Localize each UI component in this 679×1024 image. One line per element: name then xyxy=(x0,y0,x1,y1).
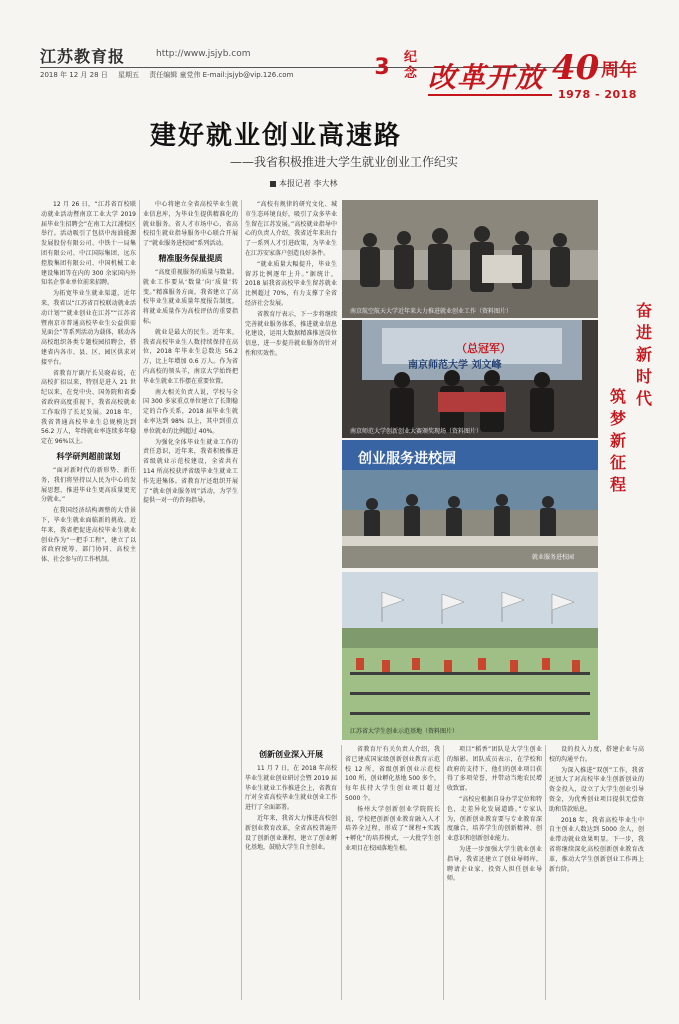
issue-weekday: 星期五 xyxy=(118,71,139,79)
section-head-2: 精准服务保量提质 xyxy=(158,253,223,263)
slogan xyxy=(600,300,660,520)
paper-url[interactable]: http://www.jsjyb.com xyxy=(156,49,251,59)
paragraph: “高校应根据自身办学定位和特色，走差异化发展道路。”专家认为，创新创业教育要与专业教育深度融合，培养学生的创新精神、创业意识和创新创业能力。 xyxy=(447,795,542,843)
section-head-1: 科学研判超前谋划 xyxy=(56,451,121,461)
banner-years: 1978 - 2018 xyxy=(558,88,637,101)
article-column-3-bottom xyxy=(245,745,337,1000)
paragraph: 南大相关负责人说，学校与全国 300 多家重点单位建立了长期稳定的合作关系，2018 届毕业生就业率达到 98% 以上，其中到重点单位就业的比例超过 40%。 xyxy=(143,388,238,435)
photo-award-sign: （总冠军） xyxy=(456,342,511,355)
page-number: 3 xyxy=(374,55,390,80)
photo-officials xyxy=(342,200,598,318)
photo-campus-image xyxy=(342,572,598,740)
byline-square-icon xyxy=(270,181,276,187)
article-column-1 xyxy=(41,200,136,1000)
anniversary-banner xyxy=(398,44,638,108)
paragraph: “面对新时代的新形势、新任务，我们将坚持以人民为中心的发展思想，推进毕业生更高质量更充分就业。” xyxy=(41,466,136,504)
paragraph: 设的投入力度，搭建企业与高校的沟通平台。 xyxy=(549,746,644,763)
banner-zhou: 周年 xyxy=(601,60,637,81)
paragraph: 为进一步加强大学生就业创业指导，我省还建立了创业导师库，聘请企业家、投资人担任创业导师。 xyxy=(447,845,542,883)
paragraph: “就业质量大幅提升，毕业生留苏比例逐年上升。”据统计，2018 届我省高校毕业生留苏就业比例超过 70%，有力支撑了全省经济社会发展。 xyxy=(245,260,337,307)
banner-title: 改革开放 xyxy=(428,61,545,94)
photo-service-banner: 创业服务进校园 xyxy=(358,451,456,467)
article-column-5-bottom xyxy=(447,745,542,1000)
photo-service-caption: 就业服务进校园 xyxy=(532,554,575,561)
column-rule xyxy=(139,200,140,1000)
paragraph: 就业是最大的民生。近年来，我省高校毕业生人数持续保持在高位，2018 年毕业生总数达 56.2 万，比上年增加 0.6 万人。作为省内高校的领头羊，南京大学始终把毕业生就业工作摆在重要位置。 xyxy=(143,328,238,385)
paragraph: 11 月 7 日，在 2018 年高校毕业生就业创业研讨会暨 2019 届毕业生就业工作推进会上，省教育厅对全省高校毕业生就业创业工作进行了全面部署。 xyxy=(245,765,337,812)
photo-campus xyxy=(342,572,598,740)
issue-date: 2018 年 12 月 28 日 xyxy=(40,71,108,79)
column-rule xyxy=(341,745,342,1000)
issue-editor: 责任编辑 童党伟 E-mail:jsjyb@vip.126.com xyxy=(149,71,294,79)
banner-line xyxy=(428,94,552,96)
photo-service xyxy=(342,440,598,568)
paragraph: “高校有规律的研究文化、城市生态环境良好，吸引了众多毕业生留在江苏发展。”高校就业指导中心的负责人介绍，我省近年来出台了一系列人才引进政策，为毕业生在江苏安家落户创造良好条件。 xyxy=(245,201,337,257)
subheadline: ——我省积极推进大学生就业创业工作纪实 xyxy=(230,155,459,169)
photo-campus-caption: 江苏省大学生创业示范基地（资料图片） xyxy=(350,728,459,735)
paragraph: 为强化全体毕业生就业工作的责任意识，近年来，我省积极推进省级就业示范校建设，全省共有 114 所高校获评省级毕业生就业工作先进集体。省教育厅还组织开展了“就业创业服务周”活动，为学生提供一对一的咨询指导。 xyxy=(143,438,238,505)
paragraph: 省教育厅表示，下一步将继续完善就业服务体系，推进就业信息化建设，运用大数据精准推送岗位信息，进一步提升就业服务的针对性和实效性。 xyxy=(245,310,337,357)
column-rule xyxy=(443,745,444,1000)
masthead xyxy=(40,40,370,90)
paper-name: 江苏教育报 xyxy=(40,47,126,66)
slogan-line-b: 筑梦新征程 xyxy=(609,387,626,494)
paragraph: 2018 年，我省高校毕业生中自主创业人数达到 5000 余人，创业带动就业效果明显。下一步，我省将继续深化高校创新创业教育改革，推动大学生创新创业工作再上新台阶。 xyxy=(549,816,644,873)
paragraph: 中心将建立全省高校毕业生就业信息库，为毕业生提供精准化的就业服务。省人才市场中心、省高校招生就业指导服务中心联合开展了“就业服务进校园”系列活动。 xyxy=(143,201,238,248)
byline-text: 本报记者 李大林 xyxy=(279,179,338,188)
photo-award-image xyxy=(342,320,598,438)
paragraph: 在我国经济结构调整的大背景下，毕业生就业面临新的挑战。近年来，我省把促进高校毕业生就业创业作为“一把手工程”，建立了以省政府统筹、部门协同、高校主体、社会参与的工作机制。 xyxy=(41,507,136,564)
paragraph: 项目“稻香”团队是大学生创业的缩影。团队成员表示，在学校和政府的支持下，他们的创业项目获得了多项荣誉，并带动当地农民增收致富。 xyxy=(447,746,542,793)
banner-ji: 纪念 xyxy=(404,50,418,81)
paragraph: 为拓宽毕业生就业渠道，近年来，我省以“江苏省百校联动就业活动计划”“就业创业在江苏”“江苏省暨南京市普通高校毕业生公益供需见面会”等系列活动为载体，联动各高校组织各类专题校园招聘会，搭建省内各市、县、区、园区供求对接平台。 xyxy=(41,290,136,366)
paragraph: 省教育厅有关负责人介绍，我省已建成国家级创新创业教育示范校 12 所、省级创新创业示范校 100 所，创业孵化基地 500 多个，每年扶持大学生创业项目超过 5000 个。 xyxy=(345,746,440,802)
photo-officials-caption: 南京航空航天大学近年来大力推进就业创业工作（资料图片） xyxy=(350,308,513,315)
banner-forty: 40 xyxy=(552,48,600,88)
paragraph: 扬州大学创新创业学院院长说，学校把创新创业教育融入人才培养全过程，形成了“课程+实践+孵化”的培养模式，一大批学生创业项目在校园落地生根。 xyxy=(345,805,440,852)
photo-award-caption: 南京师范大学创新创业大赛颁奖现场（资料图片） xyxy=(350,428,483,435)
paragraph: 省教育厅副厅长吴晓春说，在高校扩招以来，特别是进入 21 世纪以来，在党中央、国务院和省委省政府高度重视下，我省高校就业工作取得了长足发展。2018 年，我省普通高校毕业生总规模达到 56.2 万人，年终就业率连续多年稳定在 96%以上。 xyxy=(41,369,136,446)
section-head-3: 创新创业深入开展 xyxy=(259,750,323,759)
byline xyxy=(270,178,338,189)
paragraph: “高度重视服务的质量与数量。就业工作要从‘数量’向‘质量’转变。”精准服务方面，我省建立了高校毕业生就业质量年度报告制度，将就业质量作为高校评估的重要指标。 xyxy=(143,268,238,325)
slogan-line-a: 奋进新时代 xyxy=(635,301,652,408)
paragraph: 12 月 26 日，“江苏省百校联动就业活动暨南京工业大学 2019 届毕业生招聘会”在南工大江浦校区举行。活动吸引了包括中海油能源发展股份有限公司、中铁十一局集团有限公司、中江国际集团、远东控股集团有限公司、中国机械工业建设集团等在内的 300 余家国内外知名企事业单位前来招聘。 xyxy=(41,201,136,287)
paragraph: 为深入推进“双创”工作，我省还加大了对高校毕业生创新创业的资金投入，设立了大学生创业引导资金，为优秀创业项目提供无偿资助和贷款贴息。 xyxy=(549,766,644,813)
photo-officials-image xyxy=(342,200,598,318)
issue-info xyxy=(40,70,301,80)
photo-award xyxy=(342,320,598,438)
headline: 建好就业创业高速路 xyxy=(150,121,403,151)
column-rule xyxy=(545,745,546,1000)
article-column-6-bottom xyxy=(549,745,644,1000)
article-column-4-bottom xyxy=(345,745,440,1000)
article-column-2 xyxy=(143,200,238,1000)
column-rule xyxy=(241,200,242,1000)
article-column-3 xyxy=(245,200,337,740)
paragraph: 近年来，我省大力推进高校创新创业教育改革，全省高校普遍开设了创新创业课程，建立了创业孵化基地，鼓励大学生自主创业。 xyxy=(245,814,337,852)
photo-award-banner: 南京师范大学 刘文峰 xyxy=(408,360,502,371)
